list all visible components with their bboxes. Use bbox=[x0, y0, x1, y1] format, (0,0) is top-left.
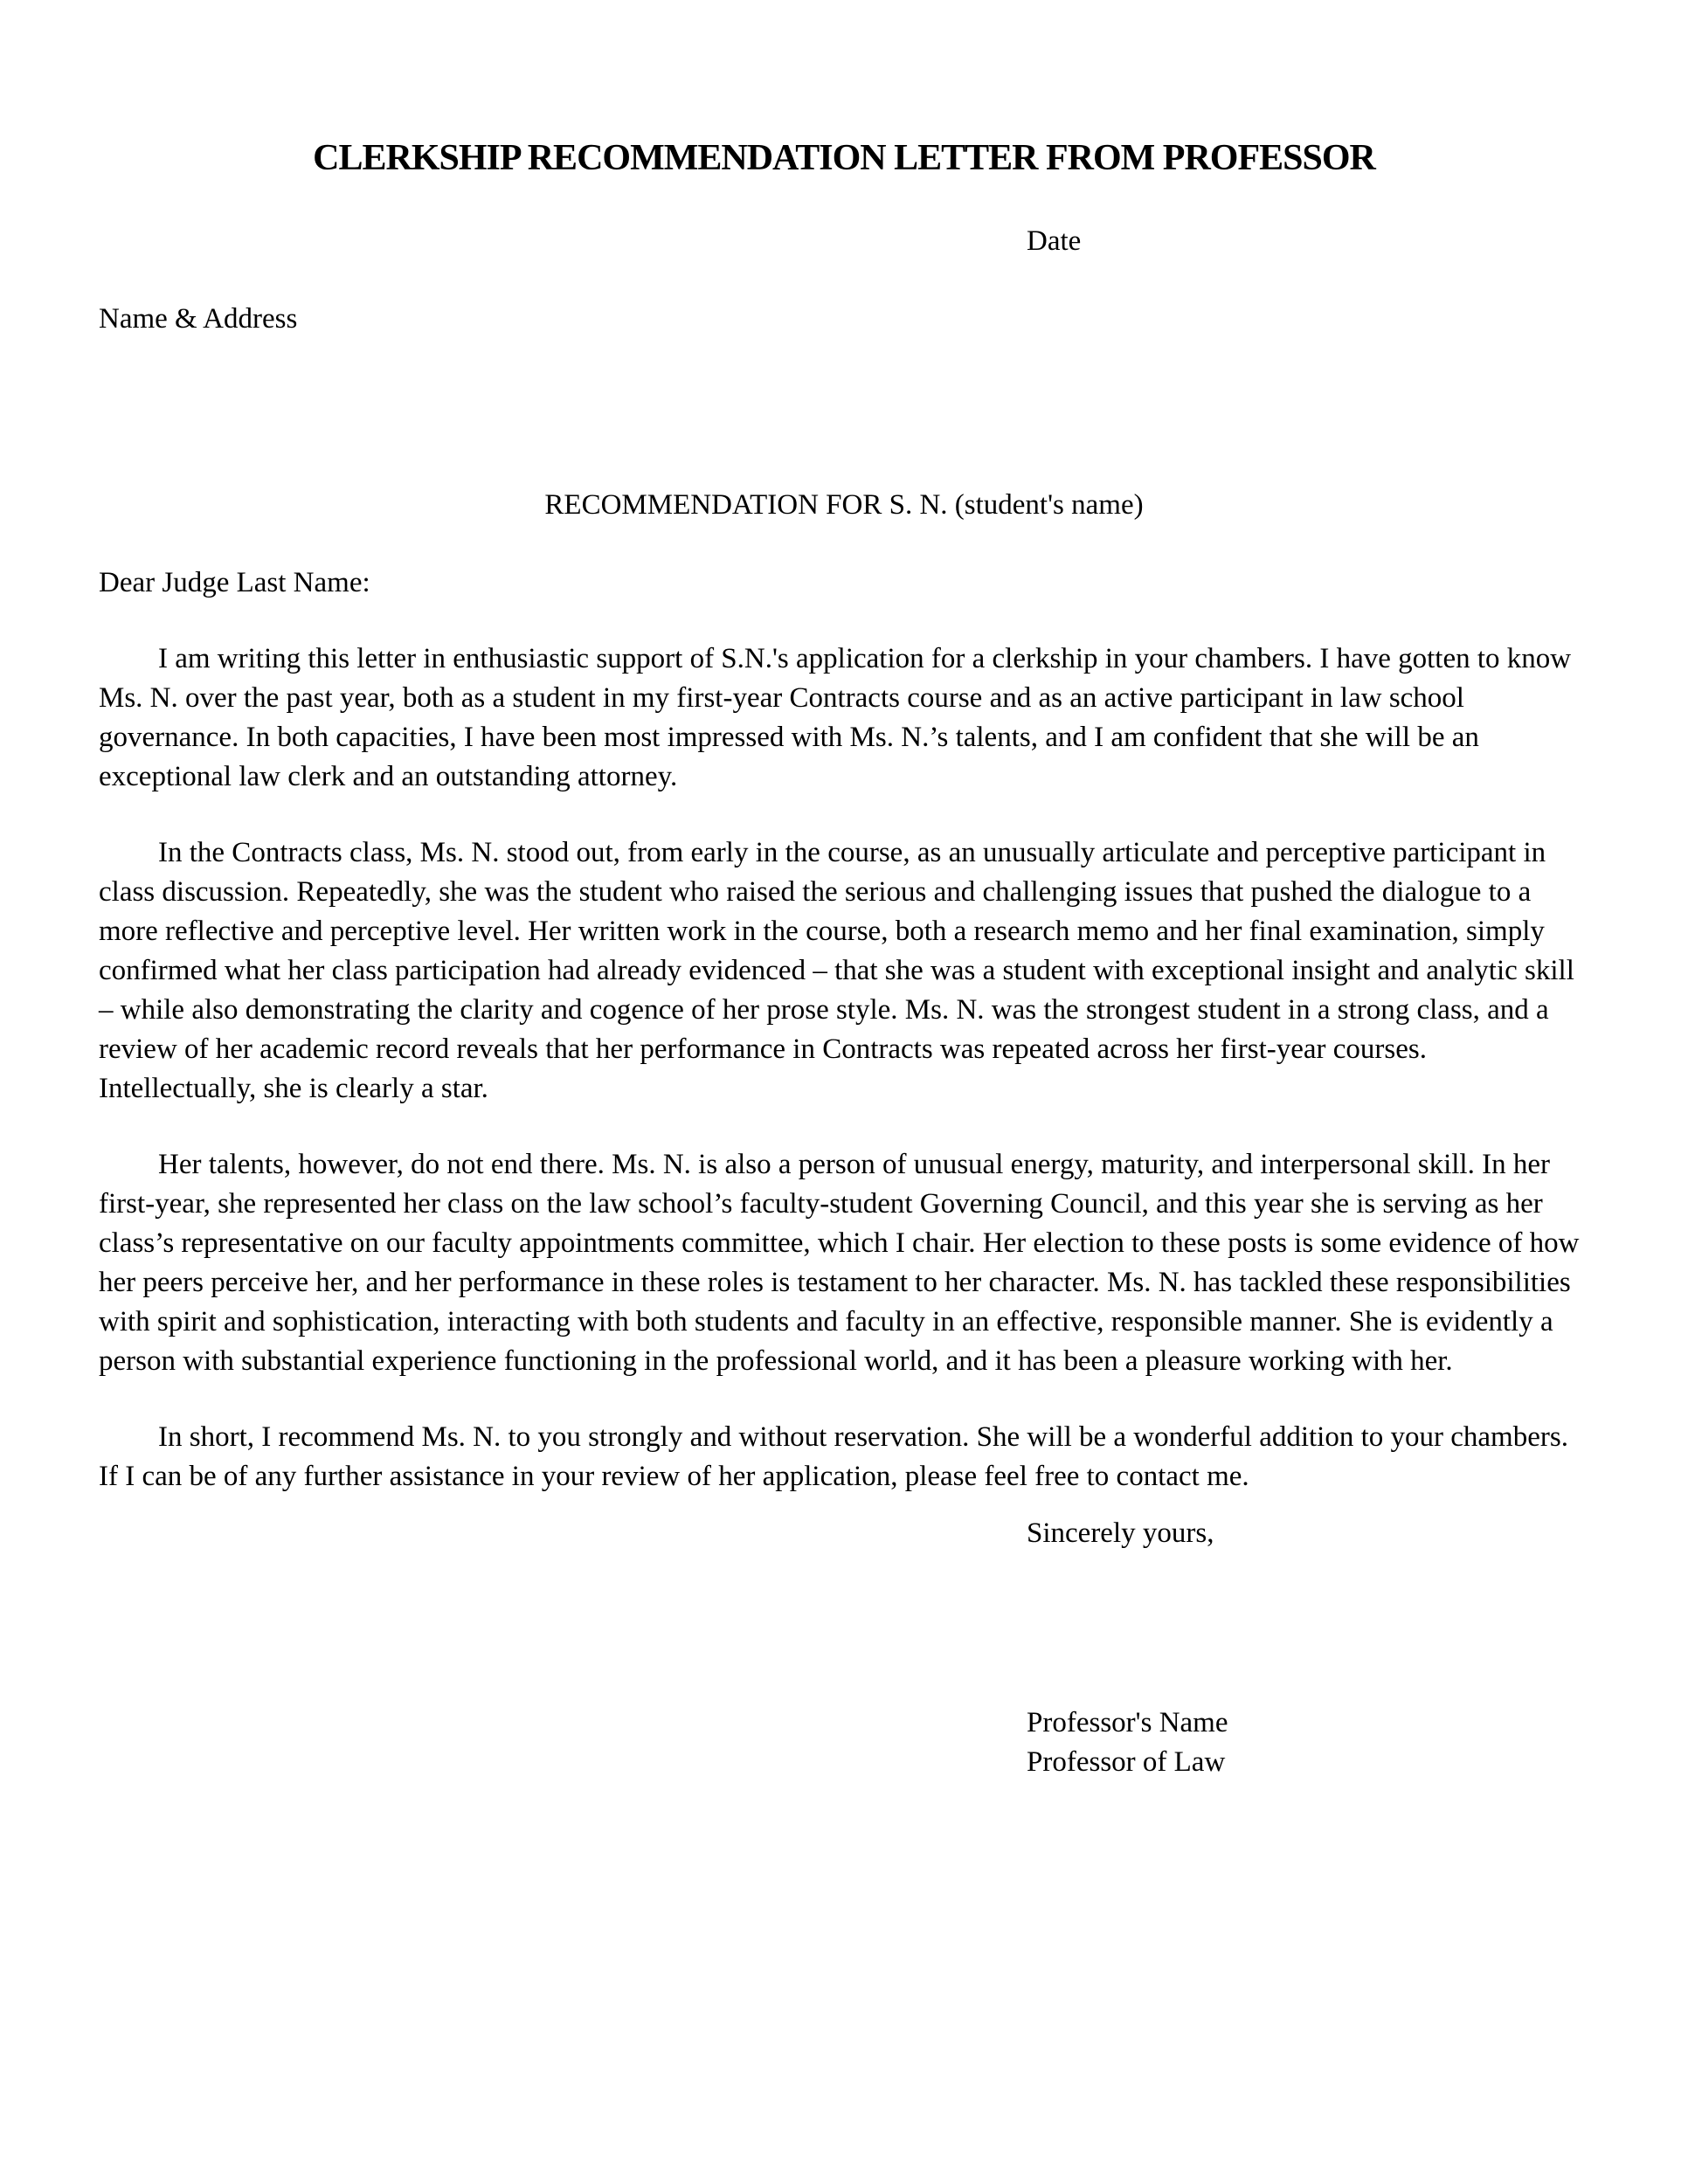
subject-line: RECOMMENDATION FOR S. N. (student's name) bbox=[544, 489, 1144, 522]
paragraph-talents-governance: Her talents, however, do not end there. Ms. N. is also a person of unusual energy, maturity, and interpersonal skill. In her first-year, she represented her class on the law school’s faculty-student Governing Council, and this year she is serving as her class’s representative on our faculty appointments committee, which I chair. Her election to these posts is some evidence of how her peers perceive her, and her performance in these roles is testament to her character. Ms. N. has tackled these responsibilities with spirit and sophistication, interacting with both students and faculty in an effective, responsible manner. She is evidently a person with substantial experience functioning in the professional world, and it has been a pleasure working with her. bbox=[99, 1149, 1580, 1378]
salutation: Dear Judge Last Name: bbox=[99, 567, 370, 599]
signature-name: Professor's Name bbox=[1027, 1707, 1228, 1739]
closing-valediction: Sincerely yours, bbox=[1027, 1517, 1214, 1550]
paragraph-introduction: I am writing this letter in enthusiastic support of S.N.'s application for a clerkship in your chambers. I have gotten to know Ms. N. over the past year, both as a student in my first-year Contracts course and as an active participant in law school governance. In both capacities, I have been most impressed with Ms. N.’s talents, and I am confident that she will be an exceptional law clerk and an outstanding attorney. bbox=[99, 643, 1572, 793]
recipient-name-address-placeholder: Name & Address bbox=[99, 303, 298, 335]
signature-block bbox=[1027, 1704, 1589, 1782]
signature-title: Professor of Law bbox=[1027, 1746, 1226, 1779]
paragraph-contracts-class: In the Contracts class, Ms. N. stood out, from early in the course, as an unusually articulate and perceptive participant in class discussion. Repeatedly, she was the student who raised the serious and challenging issues that pushed the dialogue to a more reflective and perceptive level. Her written work in the course, both a research memo and her final examination, simply confirmed what her class participation had already evidenced – that she was a student with exceptional insight and analytic skill – while also demonstrating the clarity and cogence of her prose style. Ms. N. was the strongest student in a strong class, and a review of her academic record reveals that her performance in Contracts was repeated across her first-year courses. Intellectually, she is clearly a star. bbox=[99, 837, 1574, 1105]
paragraph-conclusion: In short, I recommend Ms. N. to you strongly and without reservation. She will be a wonderful addition to your chambers. If I can be of any further assistance in your review of her application, please feel free to contact me. bbox=[99, 1421, 1568, 1493]
document-title: CLERKSHIP RECOMMENDATION LETTER FROM PROFESSOR bbox=[313, 138, 1375, 178]
date-placeholder: Date bbox=[1027, 225, 1082, 258]
